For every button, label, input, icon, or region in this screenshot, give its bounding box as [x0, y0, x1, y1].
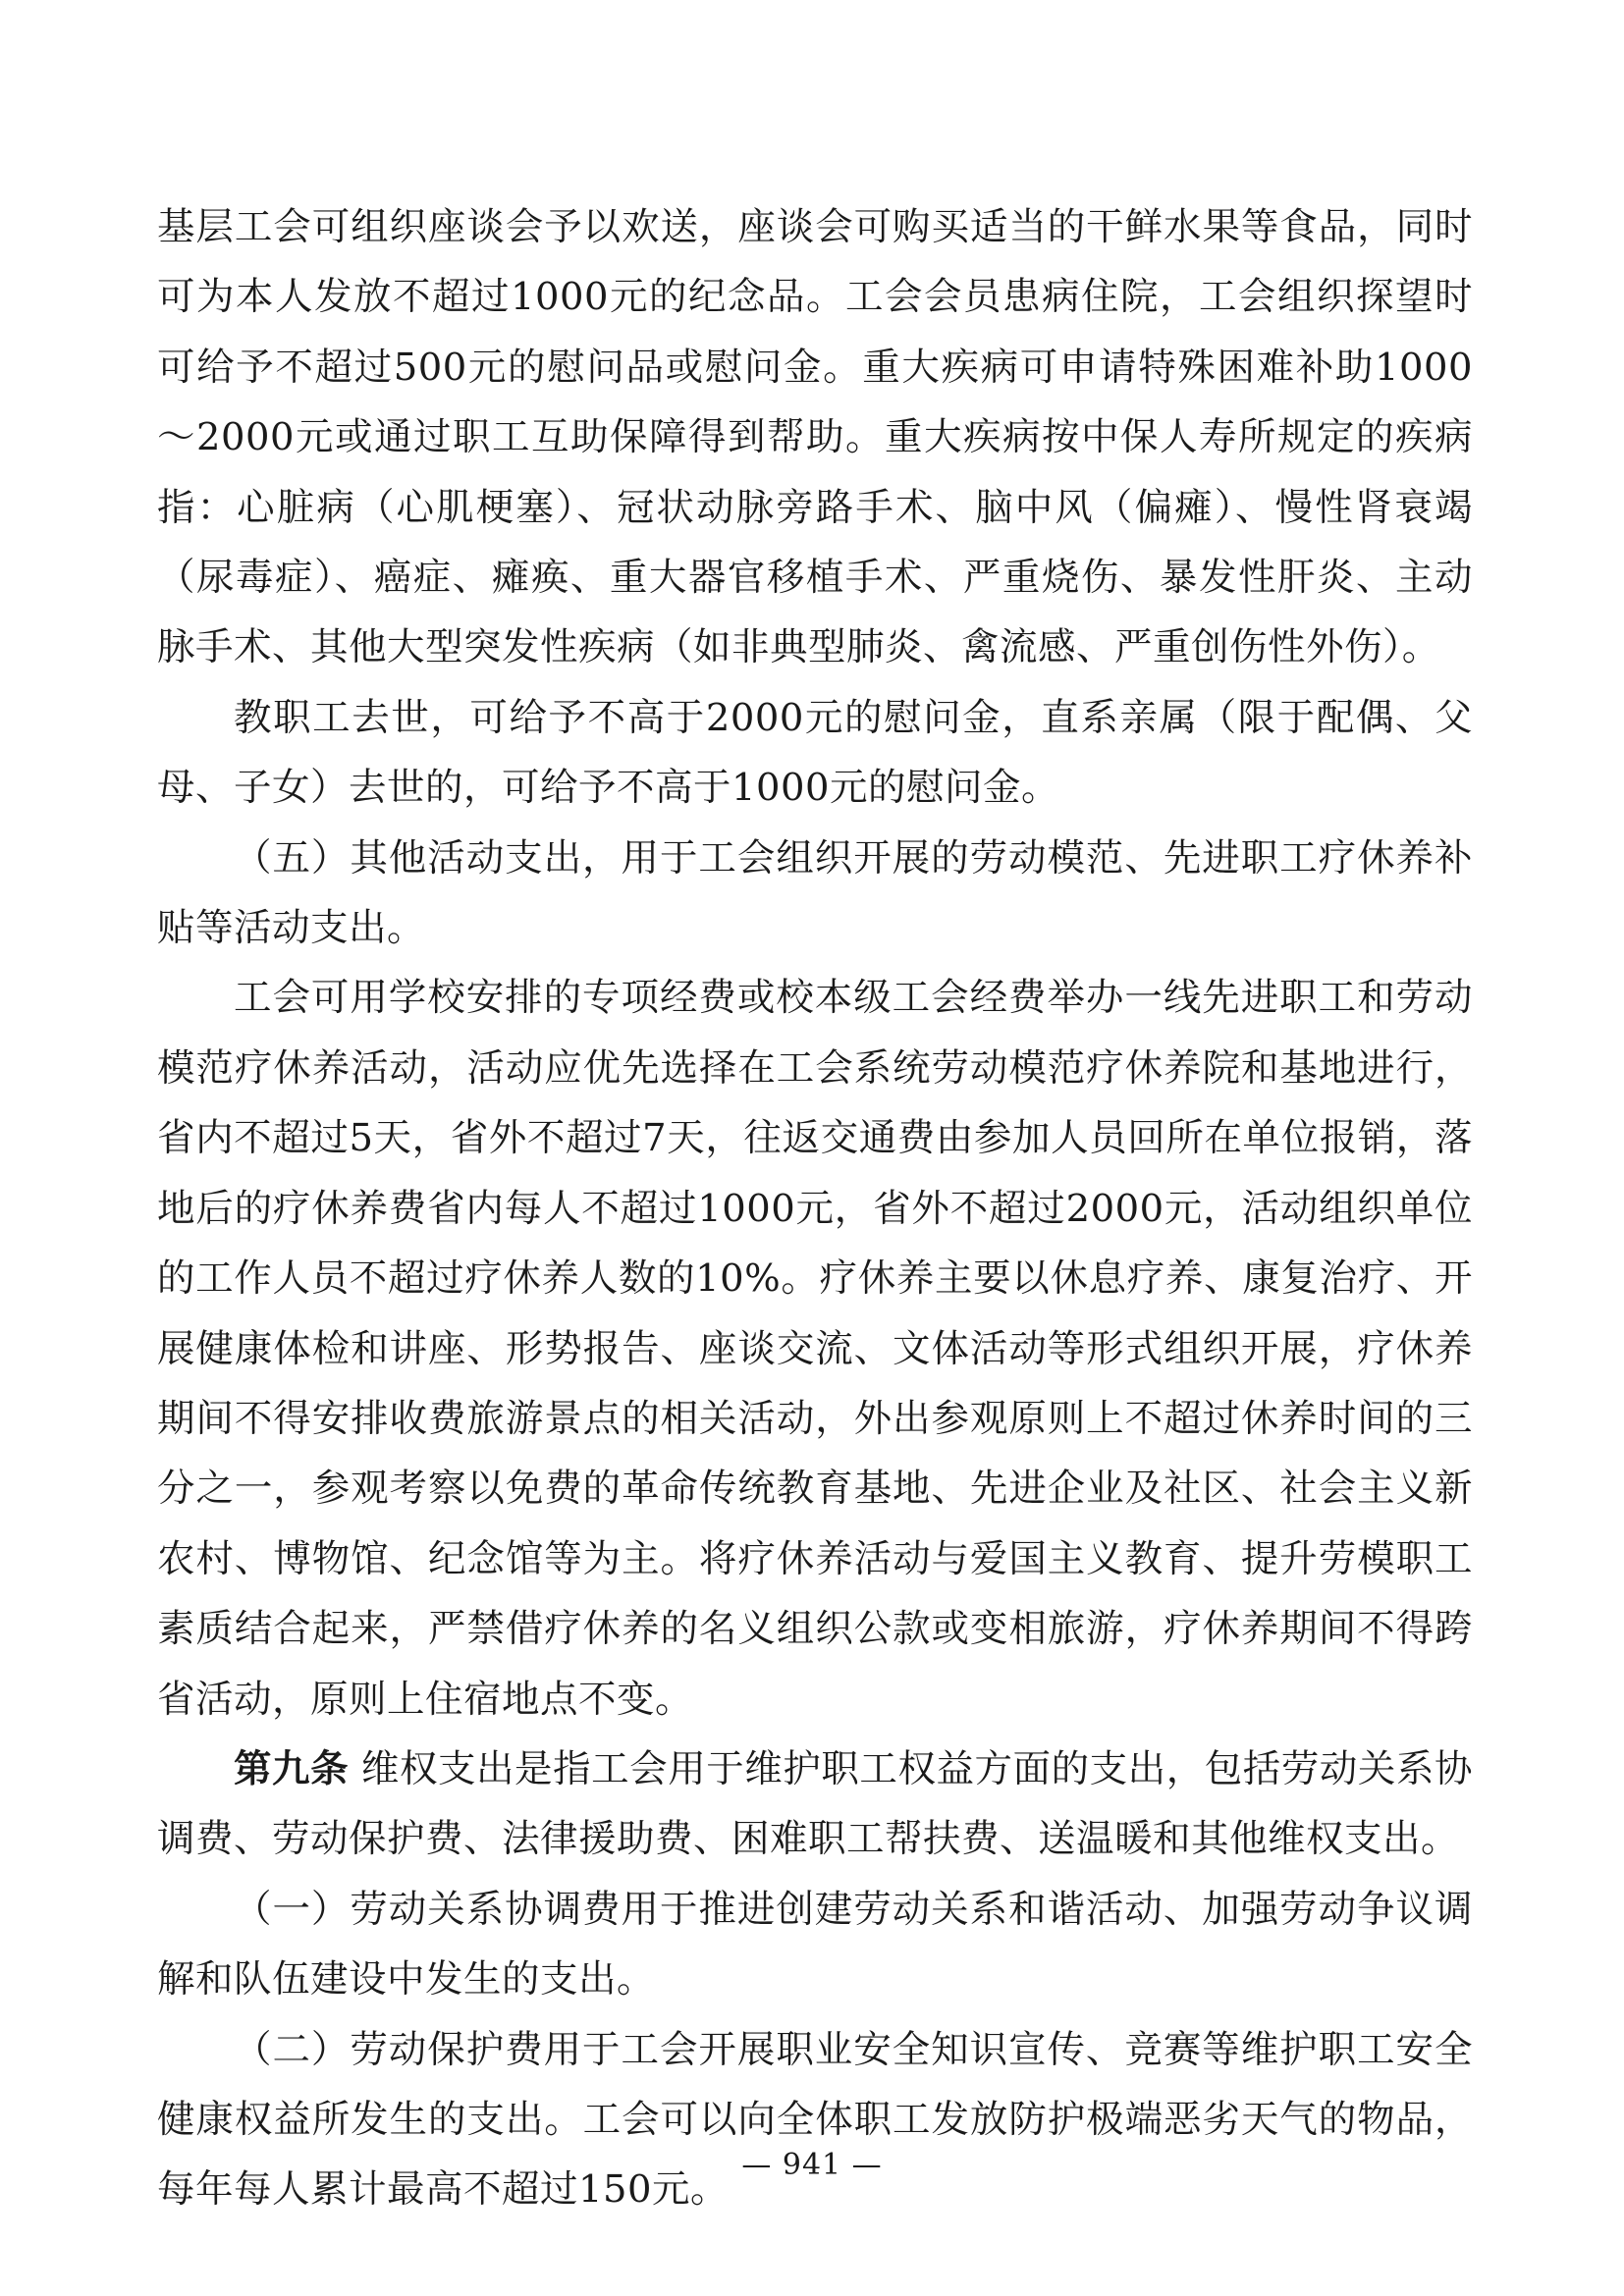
paragraph-7-text: （二）劳动保护费用于工会开展职业安全知识宣传、竞赛等维护职工安全健康权益所发生的支出。工会可以向全体职工发放防护极端恶劣天气的物品，每年每人累计最高不超过150元。: [157, 2027, 1473, 2213]
paragraph-2-text: 教职工去世，可给予不高于2000元的慰问金，直系亲属（限于配偶、父母、子女）去世的，可给予不高于1000元的慰问金。: [157, 695, 1473, 811]
paragraph-5: [157, 1735, 1473, 1875]
paragraph-3: [157, 824, 1473, 964]
paragraph-2: [157, 683, 1473, 824]
paragraph-7: [157, 2015, 1473, 2225]
body-text: [157, 192, 1473, 2225]
article-heading: 第九条: [234, 1746, 350, 1791]
paragraph-1: [157, 192, 1473, 683]
paragraph-6-text: （一）劳动关系协调费用于推进创建劳动关系和谐活动、加强劳动争议调解和队伍建设中发生的支出。: [157, 1887, 1473, 2002]
paragraph-3-text: （五）其他活动支出，用于工会组织开展的劳动模范、先进职工疗休养补贴等活动支出。: [157, 835, 1473, 951]
paragraph-4-text: 工会可用学校安排的专项经费或校本级工会经费举办一线先进职工和劳动模范疗休养活动，活动应优先选择在工会系统劳动模范疗休养院和基地进行，省内不超过5天，省外不超过7天，往返交通费由参加人员回所在单位报销，落地后的疗休养费省内每人不超过1000元，省外不超过2000元，活动组织单位的工作人员不超过疗休养人数的10%。疗休养主要以休息疗养、康复治疗、开展健康体检和讲座、形势报告、座谈交流、文体活动等形式组织开展，疗休养期间不得安排收费旅游景点的相关活动，外出参观原则上不超过休养时间的三分之一，参观考察以免费的革命传统教育基地、先进企业及社区、社会主义新农村、博物馆、纪念馆等为主。将疗休养活动与爱国主义教育、提升劳模职工素质结合起来，严禁借疗休养的名义组织公款或变相旅游，疗休养期间不得跨省活动，原则上住宿地点不变。: [157, 976, 1473, 1722]
paragraph-1-text: 基层工会可组织座谈会予以欢送，座谈会可购买适当的干鲜水果等食品，同时可为本人发放不超过1000元的纪念品。工会会员患病住院，工会组织探望时可给予不超过500元的慰问品或慰问金。重大疾病可申请特殊困难补助1000～2000元或通过职工互助保障得到帮助。重大疾病按中保人寿所规定的疾病指：心脏病（心肌梗塞）、冠状动脉旁路手术、脑中风（偏瘫）、慢性肾衰竭（尿毒症）、癌症、瘫痪、重大器官移植手术、严重烧伤、暴发性肝炎、主动脉手术、其他大型突发性疾病（如非典型肺炎、禽流感、严重创伤性外伤）。: [157, 205, 1473, 670]
paragraph-4: [157, 963, 1473, 1734]
page-number: — 941 —: [741, 2148, 883, 2182]
paragraph-5-text: 维权支出是指工会用于维护职工权益方面的支出，包括劳动关系协调费、劳动保护费、法律援助费、困难职工帮扶费、送温暖和其他维权支出。: [157, 1746, 1473, 1862]
paragraph-6: [157, 1875, 1473, 2015]
